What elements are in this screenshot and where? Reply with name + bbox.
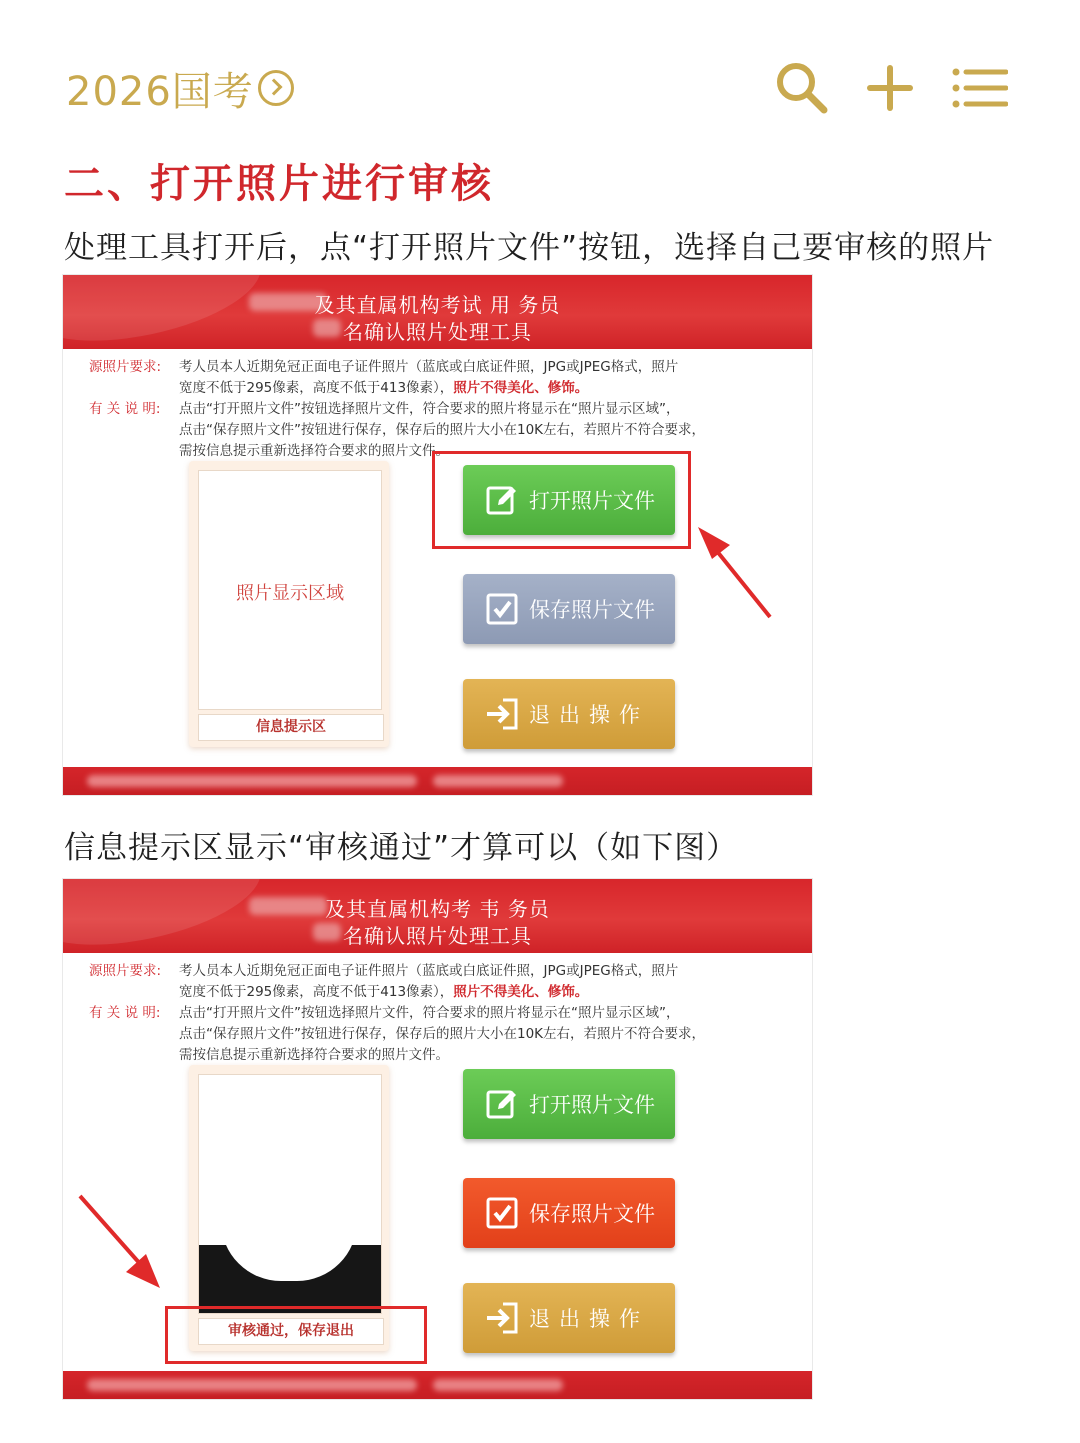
requirement-line: 考人员本人近期免冠正面电子证件照片（蓝底或白底证件照，JPG或JPEG格式，照片	[179, 963, 679, 979]
search-icon[interactable]	[772, 58, 832, 118]
checkbox-icon	[485, 592, 519, 626]
open-photo-label: 打开照片文件	[529, 1093, 655, 1117]
exit-arrow-icon	[485, 1301, 519, 1335]
save-photo-button[interactable]	[463, 574, 675, 644]
requirement-highlight: 照片不得美化、修饰。	[453, 380, 589, 396]
exit-button[interactable]	[463, 679, 675, 749]
save-photo-label: 保存照片文件	[529, 1202, 655, 1226]
chevron-circle-icon[interactable]	[258, 70, 294, 106]
tool-title-line1: 及其直属机构考 韦 务员	[325, 897, 550, 921]
top-bar	[0, 0, 1080, 150]
edit-icon	[485, 1087, 519, 1121]
notes-line: 点击“保存照片文件”按钮进行保存，保存后的照片大小在10K左右，若照片不符合要求，	[179, 1026, 706, 1042]
exit-arrow-icon	[485, 697, 519, 731]
exit-label: 退出操作	[529, 703, 649, 727]
highlight-box	[165, 1306, 427, 1364]
requirement-label: 源照片要求:	[89, 359, 162, 375]
exit-label: 退出操作	[529, 1307, 649, 1331]
notes-line: 需按信息提示重新选择符合要求的照片文件。	[179, 443, 449, 459]
requirement-line	[179, 980, 588, 1000]
save-photo-label: 保存照片文件	[529, 598, 655, 622]
pointer-arrow-icon	[690, 515, 780, 625]
requirement-highlight: 照片不得美化、修饰。	[453, 984, 589, 1000]
result-paragraph: 信息提示区显示“审核通过”才算可以（如下图）	[64, 830, 739, 866]
photo-display-frame	[189, 461, 389, 747]
requirement-line: 考人员本人近期免冠正面电子证件照片（蓝底或白底证件照，JPG或JPEG格式，照片	[179, 359, 679, 375]
open-photo-label: 打开照片文件	[529, 489, 655, 513]
photo-display-area	[198, 470, 382, 710]
exit-button[interactable]	[463, 1283, 675, 1353]
notes-label: 有 关 说 明:	[89, 1005, 161, 1021]
open-photo-button[interactable]	[463, 1069, 675, 1139]
requirement-text: 宽度不低于295像素，高度不低于413像素），	[179, 984, 454, 1000]
tool-header	[63, 275, 812, 349]
tool-footer	[63, 1371, 812, 1399]
list-menu-icon[interactable]	[948, 58, 1008, 118]
info-prompt-area: 信息提示区	[198, 714, 384, 741]
notes-label: 有 关 说 明:	[89, 401, 161, 417]
notes-line: 点击“打开照片文件”按钮选择照片文件，符合要求的照片将显示在“照片显示区域”，	[179, 1005, 680, 1021]
checkbox-icon	[485, 1196, 519, 1230]
requirement-label: 源照片要求:	[89, 963, 162, 979]
tool-footer	[63, 767, 812, 795]
save-photo-button[interactable]	[463, 1178, 675, 1248]
collection-title[interactable]: 2026国考	[66, 69, 254, 115]
tool-title-line2: 名确认照片处理工具	[343, 320, 532, 344]
tool-header	[63, 879, 812, 953]
photo-display-area	[198, 1074, 382, 1314]
instruction-paragraph: 处理工具打开后，点“打开照片文件”按钮，选择自己要审核的照片	[64, 230, 995, 266]
section-heading: 二、打开照片进行审核	[64, 161, 494, 207]
notes-line: 点击“保存照片文件”按钮进行保存，保存后的照片大小在10K左右，若照片不符合要求，	[179, 422, 706, 438]
info-prompt-area: 审核通过，保存退出	[198, 1318, 384, 1345]
notes-line: 点击“打开照片文件”按钮选择照片文件，符合要求的照片将显示在“照片显示区域”，	[179, 401, 680, 417]
tool-title-line1: 及其直属机构考试 用 务员	[314, 293, 561, 317]
tool-title-line2: 名确认照片处理工具	[343, 924, 532, 948]
plus-icon[interactable]	[860, 58, 920, 118]
photo-placeholder-label: 照片显示区域	[236, 583, 344, 604]
highlight-box	[432, 451, 691, 549]
requirement-text: 宽度不低于295像素，高度不低于413像素），	[179, 380, 454, 396]
notes-line: 需按信息提示重新选择符合要求的照片文件。	[179, 1047, 449, 1063]
requirement-line	[179, 376, 588, 396]
pointer-arrow-icon	[74, 1192, 168, 1292]
